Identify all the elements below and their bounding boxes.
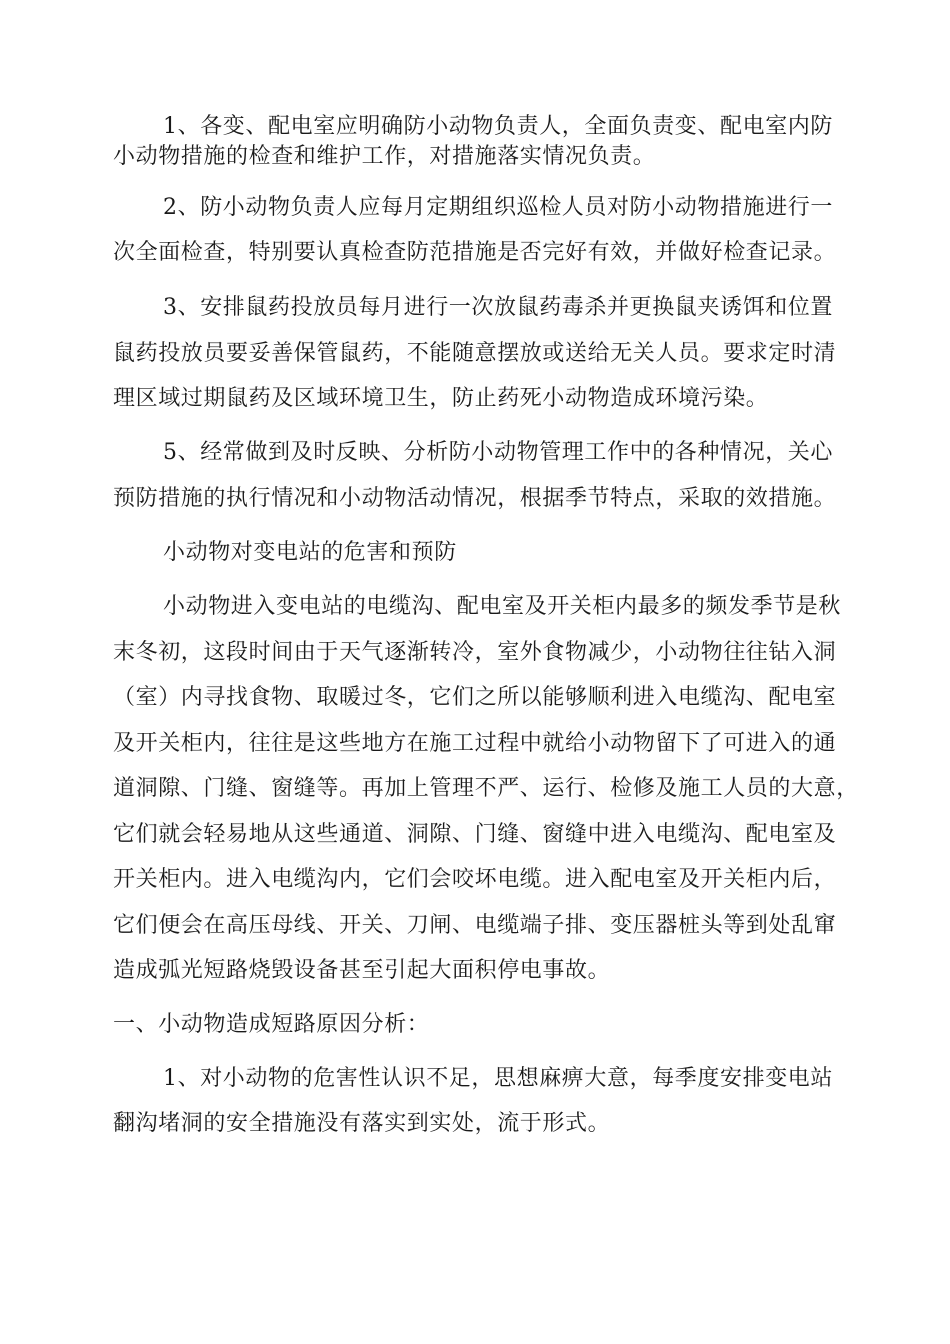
paragraph-2-line-2: 次全面检查，特别要认真检查防范措施是否完好有效，并做好检查记录。: [113, 240, 837, 265]
subsection-heading: 一、小动物造成短路原因分析：: [113, 1012, 430, 1037]
paragraph-3-line-3: 理区域过期鼠药及区域环境卫生，防止药死小动物造成环境污染。: [113, 386, 769, 411]
paragraph-4-line-2: 预防措施的执行情况和小动物活动情况，根据季节特点，采取的效措施。: [113, 486, 837, 511]
paragraph-6-line-9: 造成弧光短路烧毁设备甚至引起大面积停电事故。: [113, 958, 611, 983]
paragraph-3-line-2: 鼠药投放员要妥善保管鼠药，不能随意摆放或送给无关人员。要求定时清: [113, 341, 837, 366]
paragraph-6-line-7: 开关柜内。进入电缆沟内，它们会咬坏电缆。进入配电室及开关柜内后，: [113, 867, 837, 892]
paragraph-3-line-1: 3、安排鼠药投放员每月进行一次放鼠药毒杀并更换鼠夹诱饵和位置: [163, 295, 833, 320]
paragraph-8-line-2: 翻沟堵洞的安全措施没有落实到实处，流于形式。: [113, 1111, 611, 1136]
paragraph-1-line-2: 小动物措施的检查和维护工作，对措施落实情况负责。: [113, 144, 656, 169]
paragraph-6-line-6: 它们就会轻易地从这些通道、洞隙、门缝、窗缝中进入电缆沟、配电室及: [113, 822, 837, 847]
paragraph-2-line-1: 2、防小动物负责人应每月定期组织巡检人员对防小动物措施进行一: [163, 195, 833, 220]
paragraph-6-line-8: 它们便会在高压母线、开关、刀闸、电缆端子排、变压器桩头等到处乱窜: [113, 913, 837, 938]
paragraph-6-line-4: 及开关柜内，往往是这些地方在施工过程中就给小动物留下了可进入的通: [113, 731, 837, 756]
section-heading: 小动物对变电站的危害和预防: [163, 540, 457, 565]
paragraph-6-line-3: （室）内寻找食物、取暖过冬，它们之所以能够顺利进入电缆沟、配电室: [113, 685, 837, 710]
paragraph-6-line-1: 小动物进入变电站的电缆沟、配电室及开关柜内最多的频发季节是秋: [163, 594, 842, 619]
paragraph-4-line-1: 5、经常做到及时反映、分析防小动物管理工作中的各种情况，关心: [163, 440, 833, 465]
paragraph-6-line-2: 末冬初，这段时间由于天气逐渐转冷，室外食物减少，小动物往往钻入洞: [113, 640, 837, 665]
paragraph-8-line-1: 1、对小动物的危害性认识不足，思想麻痹大意，每季度安排变电站: [163, 1066, 833, 1091]
paragraph-6-line-5: 道洞隙、门缝、窗缝等。再加上管理不严、运行、检修及施工人员的大意，: [113, 776, 859, 801]
paragraph-1-line-1: 1、各变、配电室应明确防小动物负责人，全面负责变、配电室内防: [163, 114, 833, 139]
